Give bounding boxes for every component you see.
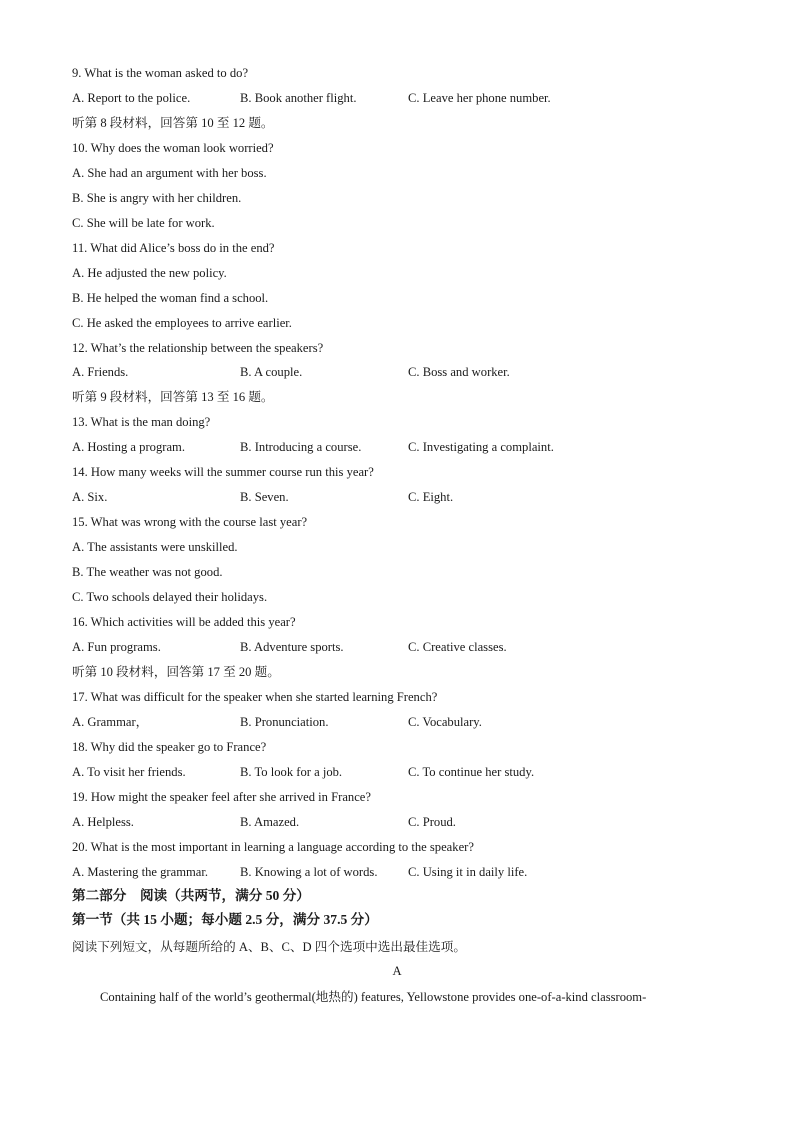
q11-option-c: C. He asked the employees to arrive earlier. <box>72 316 292 330</box>
question-17: 17. What was difficult for the speaker when she started learning French? <box>72 690 438 704</box>
q9-option-a: A. Report to the police. <box>72 91 191 105</box>
q14-option-b: B. Seven. <box>240 490 289 504</box>
q11-option-a: A. He adjusted the new policy. <box>72 266 227 280</box>
q15-option-b: B. The weather was not good. <box>72 565 223 579</box>
question-11: 11. What did Alice’s boss do in the end? <box>72 241 275 255</box>
q16-option-a: A. Fun programs. <box>72 640 161 654</box>
q17-option-b: B. Pronunciation. <box>240 715 329 729</box>
q20-option-b: B. Knowing a lot of words. <box>240 865 378 879</box>
q19-option-b: B. Amazed. <box>240 815 300 829</box>
question-19: 19. How might the speaker feel after she arrived in France? <box>72 790 371 804</box>
q18-option-c: C. To continue her study. <box>408 765 535 779</box>
q14-option-a: A. Six. <box>72 490 108 504</box>
q12-option-c: C. Boss and worker. <box>408 365 510 379</box>
q14-option-c: C. Eight. <box>408 490 454 504</box>
q10-option-c: C. She will be late for work. <box>72 216 215 230</box>
section-9-instruction: 听第 9 段材料，回答第 13 至 16 题。 <box>72 390 274 404</box>
q19-option-a: A. Helpless. <box>72 815 134 829</box>
question-10: 10. Why does the woman look worried? <box>72 141 274 155</box>
question-13: 13. What is the man doing? <box>72 415 211 429</box>
section-8-instruction: 听第 8 段材料，回答第 10 至 12 题。 <box>72 116 274 130</box>
q19-option-c: C. Proud. <box>408 815 456 829</box>
q20-option-a: A. Mastering the grammar. <box>72 865 209 879</box>
q13-option-c: C. Investigating a complaint. <box>408 440 554 454</box>
question-12: 12. What’s the relationship between the speakers? <box>72 341 324 355</box>
part-2-title: 第二部分 阅读（共两节，满分 50 分） <box>72 888 310 903</box>
q17-option-c: C. Vocabulary. <box>408 715 482 729</box>
question-14: 14. How many weeks will the summer course run this year? <box>72 465 374 479</box>
q13-option-a: A. Hosting a program. <box>72 440 185 454</box>
q9-option-b: B. Book another flight. <box>240 91 357 105</box>
reading-instruction: 阅读下列短文，从每题所给的 A、B、C、D 四个选项中选出最佳选项。 <box>72 940 466 954</box>
q12-option-a: A. Friends. <box>72 365 129 379</box>
q18-option-b: B. To look for a job. <box>240 765 343 779</box>
q18-option-a: A. To visit her friends. <box>72 765 186 779</box>
q10-option-a: A. She had an argument with her boss. <box>72 166 267 180</box>
question-16: 16. Which activities will be added this year? <box>72 615 296 629</box>
q15-option-a: A. The assistants were unskilled. <box>72 540 238 554</box>
passage-label: A <box>392 964 402 978</box>
question-15: 15. What was wrong with the course last year? <box>72 515 308 529</box>
q16-option-c: C. Creative classes. <box>408 640 507 654</box>
q12-option-b: B. A couple. <box>240 365 303 379</box>
question-20: 20. What is the most important in learning a language according to the speaker? <box>72 840 474 854</box>
section-1-title: 第一节（共 15 小题；每小题 2.5 分，满分 37.5 分） <box>72 912 378 927</box>
q20-option-c: C. Using it in daily life. <box>408 865 528 879</box>
question-18: 18. Why did the speaker go to France? <box>72 740 267 754</box>
question-9: 9. What is the woman asked to do? <box>72 66 249 80</box>
q16-option-b: B. Adventure sports. <box>240 640 344 654</box>
q17-option-a: A. Grammar， <box>72 715 149 729</box>
section-10-instruction: 听第 10 段材料，回答第 17 至 20 题。 <box>72 665 280 679</box>
q9-option-c: C. Leave her phone number. <box>408 91 551 105</box>
q15-option-c: C. Two schools delayed their holidays. <box>72 590 268 604</box>
q11-option-b: B. He helped the woman find a school. <box>72 291 269 305</box>
q13-option-b: B. Introducing a course. <box>240 440 362 454</box>
passage-first-line: Containing half of the world’s geothermal(地热的) features, Yellowstone provides one-of-a-kind classroom- <box>100 990 647 1004</box>
q10-option-b: B. She is angry with her children. <box>72 191 242 205</box>
